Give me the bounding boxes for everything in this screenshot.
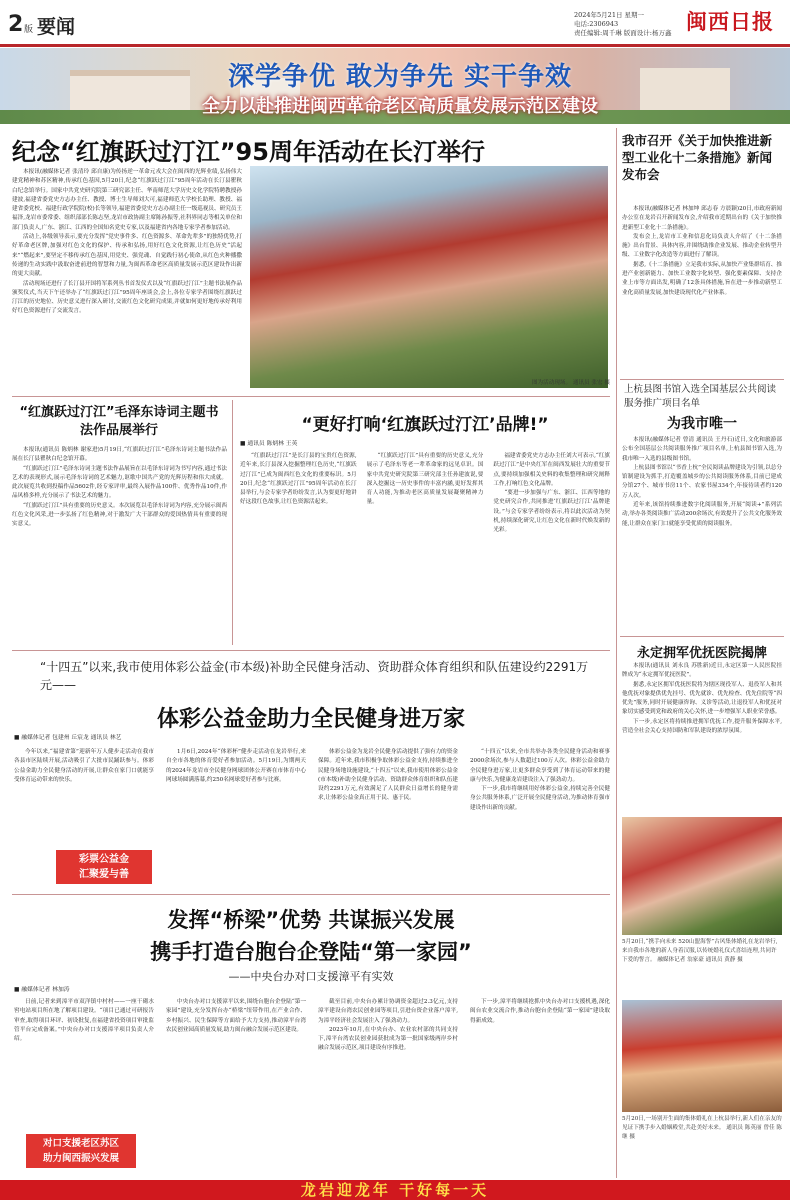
calligraphy-paragraph: “红旗跃过汀江”具有重要的历史意义。本次展览以毛泽东诗词为内容,充分展示闽西红色文化风采,进一步弘扬了红色精神,对于激发广大干部群众的爱国热情具有重要的现实意义。 [12, 502, 227, 528]
calligraphy-paragraph: “红旗跃过汀江”毛泽东诗词主题书法作品展旨在以毛泽东诗词为书写内容,通过书法艺术的表现形式,展示毛泽东诗词的艺术魅力,讴歌中国共产党的光辉历程和伟大成就。此次展览共收到投稿作品5602件,经专家评审,最终入展作品100件、优秀作品10件,作品风格多样,充分展示了书法艺术的魅力。 [12, 465, 227, 500]
divider [12, 396, 610, 397]
cross-paragraph: 2023年10月,在中央台办、农业农村部的共同支持下,漳平台湾农民创业园获批成为第一批国家级两岸乡村融合发展示范区,项目建设有序推进。 [318, 1026, 458, 1052]
sports-headline: 体彩公益金助力全民健身进万家 [156, 707, 465, 732]
sports-paragraph: “十四五”以来,全市共举办各类全民健身活动和赛事2000余场次,参与人数超过100万人次。体彩公益金助力全民健身进万家,让更多群众享受到了体育运动带来的健康与快乐,为健康龙岩建设注入了强劲动力。 [470, 749, 610, 783]
column-divider [616, 128, 617, 1178]
commentary-article [240, 452, 610, 644]
wedding-photo-2 [622, 1000, 782, 1112]
lead-photo [250, 166, 608, 388]
wedding-photo-1 [622, 817, 782, 935]
lead-paragraph: 活动上,各级领导表示,要充分发挥“党史事件多、红色资源多、革命先辈多”的独特优势,打好革命老区牌,加强对红色文化的保护、传承和弘扬,用好红色文化资源,让红色历史“活起来”“燃起来”,要坚定不移传承红色基因,用党史、强党魂、自觉践行初心使命,从红色火种播撒传递的生动实践中汲取奋进前进的智慧和力量,为闽西革命老区高质量发展示范区建设作出新的更大贡献。 [12, 234, 242, 278]
sports-paragraph: 今年以来,“福建省第”迎新年万人健步走活动在我市各县市区陆续开展,活动吸引了大批市民踊跃参与。体彩公益金助力全民健身活动的开展,让群众在家门口就能享受体育运动带来的快乐。 [14, 749, 154, 783]
hospital-article [622, 662, 782, 814]
library-kicker: 上杭县图书馆入选全国基层公共阅读服务推广项目名单 [624, 384, 777, 409]
sports-byline: ■ 融媒体记者 包建州 丘宸龙 通讯员 林艺 [14, 735, 122, 741]
divider [620, 379, 784, 380]
lead-paragraph: 活动现场还进行了长汀县开国将军系列丛书首发仪式以及“红旗跃过汀江”主题书法展作品颁奖仪式,当天下午还举办了“红旗跃过汀江”95周年座谈会,会上,各位专家学者围绕红旗跃过汀江的历史地位、历史意义进行深入研讨,交流红色文化研究成果,并就如何更好地传承好利用好红色资源进行了交流发言。 [12, 280, 242, 315]
calligraphy-headline: “红旗跃过汀江”毛泽东诗词主题书法作品展举行 [19, 405, 219, 438]
library-paragraph: 上杭县图书馆以“书香上杭”全民阅读品牌建设为引领,以总分馆制建设为抓手,打造覆盖城乡的公共阅读服务体系,目前已建成分馆27个、城市书房11个、农家书屋334个,年接待读者约120万人次。 [622, 464, 782, 499]
banner-slogan-1: 深学争优 敢为争先 实干争效 [227, 62, 573, 92]
lead-headline: 纪念“红旗跃过汀江”95周年活动在长汀举行 [12, 138, 485, 166]
cross-byline: ■ 融媒体记者 林加涛 [14, 987, 70, 993]
phone: 电话:2306943 [574, 20, 619, 28]
footer-slogan: 龙岩迎龙年 干好每一天 [300, 1181, 490, 1199]
right-top-article [622, 205, 782, 377]
cross-box-line: 助力闽西振兴发展 [42, 1153, 119, 1164]
cross-box-line: 对口支援老区苏区 [42, 1138, 119, 1149]
cross-headline-1: 发挥“桥梁”优势 共谋振兴发展 [167, 908, 455, 932]
sports-box-line: 彩票公益金 [79, 854, 129, 865]
page-number: 2 [8, 12, 24, 37]
hospital-paragraph: 本报讯(通讯员 刘永良 苏胜新)近日,永定区第一人民医院挂牌成为“永定拥军优抚医院”。 [622, 663, 782, 679]
commentary-paragraph: 福建省委党史方志办主任刘大可表示,“红旗跃过汀江”是中央红军在闽西发展壮大的重要节点,要持续加强相关史料的收集整理和研究阐释工作,打响红色文化品牌。 [493, 453, 610, 487]
page-tag: 版 [24, 25, 34, 35]
right-top-paragraph: 据悉,《十二条措施》立足我市实际,从加快产业集群培育、推进产业创新能力、加快工业数字化转型、强化要素保障、支持企业上市等方面出发,明确了12条具体措施,旨在进一步推动新型工业化高质量发展,加快建设现代化产业体系。 [622, 261, 782, 296]
masthead-rule [0, 44, 790, 47]
section-name: 要闻 [37, 16, 76, 38]
library-headline: 为我市唯一 [667, 416, 737, 432]
footer-banner [0, 1180, 790, 1200]
staff: 责任编辑:周千琳 版面设计:杨万鑫 [574, 29, 672, 37]
commentary-byline: ■ 通讯员 陈炳林 王英 [240, 441, 298, 447]
banner [0, 48, 790, 124]
wedding-photo-1-caption: 5月20日,“携手向未来 520山盟海誓”古风集体婚礼在龙岩举行,来自我市各地的新人身着汉服,以传统婚礼仪式喜结连理,共同许下爱的誓言。 融媒体记者 翁家豪 通讯员 黄静 摄 [622, 939, 778, 963]
right-top-paragraph: 本报讯(融媒体记者 林加坤 邱志春 方晨颖)20日,市政府新闻办公室在龙岩召开新闻发布会,介绍我市近期出台的《关于加快推进新型工业化十二条措施》。 [622, 206, 782, 231]
cross-paragraph: 日前,记者来到漳平市双洋镇中村村——一座干砌水窖电站项目所在地了解项目建设。“项目已通过可研报告审查,取得项目环评、初设批复,在福建省投资项目审批监管平台完成备案。”中央台办对口支援漳平项目负责人介绍。 [14, 999, 154, 1043]
divider [232, 400, 233, 645]
cross-box [26, 1134, 136, 1168]
banner-slogan-2: 全力以赴推进闽西革命老区高质量发展示范区建设 [202, 96, 598, 117]
commentary-headline: “更好打响‘红旗跃过汀江’品牌!” [301, 415, 549, 435]
commentary-paragraph: “要进一步加强与广东、浙江、江西等地的党史研究合作,共同推进‘红旗跃过汀江’品牌建设。”与会专家学者纷纷表示,将以此次活动为契机,持续深化研究,让红色文化在新时代焕发新的光彩。 [493, 490, 610, 534]
right-top-headline: 我市召开《关于加快推进新型工业化十二条措施》新闻发布会 [622, 133, 773, 182]
cross-paragraph: 截至目前,中央台办累计协调资金超过2.3亿元,支持漳平建设台湾农民创业园等项目,引进台资企业落户漳平,为漳平经济社会发展注入了强劲动力。 [318, 999, 458, 1024]
library-paragraph: 近年来,该馆持续推进数字化阅读服务,开展“阅读+”系列活动,举办各类阅读推广活动200余场次,有效提升了公共文化服务效能,让群众在家门口就能享受优质的阅读服务。 [622, 502, 782, 527]
cross-deck: ——中央台办对口支援漳平有实效 [228, 970, 394, 983]
hospital-paragraph: 据悉,永定区拥军优抚医院将为辖区现役军人、退役军人和其他优抚对象提供优先挂号、优先就诊、优先检查、优先住院等“四优先”服务,同时开展健康咨询、义诊等活动,让退役军人和优抚对象切实感受到党和政府的关心关怀,进一步增强军人职业荣誉感。 [622, 681, 782, 716]
sports-paragraph: 下一步,我市将继续用好体彩公益金,持续完善全民健身公共服务体系,广泛开展全民健身活动,为推动体育强市建设作出新的贡献。 [470, 786, 610, 811]
divider [620, 636, 784, 637]
sports-box-line: 汇聚爱与善 [79, 869, 129, 880]
hospital-headline: 永定拥军优抚医院揭牌 [636, 646, 767, 661]
library-article [622, 436, 782, 632]
divider [12, 894, 610, 895]
issue-date: 2024年5月21日 星期一 [574, 11, 645, 19]
divider [12, 650, 610, 651]
sports-box [56, 850, 152, 884]
sports-paragraph: 1月6日,2024年“体彩杯”健步走活动在龙岩举行,来自全市各地的体育爱好者参加活动。5月19日,为期两天的2024年龙岩市全民健身网球团体公开赛在市体育中心网球场圆满落幕,约250名网球爱好者参与比赛。 [166, 749, 306, 783]
lead-article [12, 168, 242, 393]
wedding-photo-2-caption: 5月20日,一场别开生面的集体婚礼在上杭县举行,新人们在亲友的见证下携手步入婚姻殿堂,共赴美好未来。 通讯员 陈英丽 曾佳 陈继 摄 [622, 1116, 782, 1140]
commentary-paragraph: “红旗跃过汀江”具有重要的历史意义,充分展示了毛泽东等老一辈革命家的远见卓识。国家中共党史研究院第三研究部主任孙建波说,要深入挖掘这一历史事件的丰富内涵,更好发挥其育人功能,为推动老区高质量发展凝聚精神力量。 [366, 453, 484, 506]
calligraphy-paragraph: 本报讯(通讯员 陈炳林 谢家进)5月19日,“红旗跃过汀江”毛泽东诗词主题书法作品展在长汀县瞿秋白纪念馆开幕。 [12, 447, 227, 463]
lead-photo-caption: 图为活动现场。 通讯员 张宏 摄 [531, 380, 610, 386]
lead-paragraph: 本报讯(融媒体记者 张清玲 邱自康)为传扬逆一革命元戎大会在闽西的光辉业绩,弘扬伟大建党精神和苏区精神,传承红色基因,5月20日,纪念“红旗跃过汀江”95周年活动在长汀县瞿秋白纪念馆举行。国家中共党史研究院第三研究部主任、华南师范大学历史文化学院特聘教授孙建波,福建省委党史方志办主任、教授、博士生导师刘大可,福建师范大学校长助理、教授、福建省委党校、福建行政学院院(校)长等领导,福建省委党史方志办副主任一级巡视员、研究员王福泽,龙岩市委常委、组织部部长陈志坚,龙岩市政协副主席陈孙振等,社科界同志等相关单位和部门负责人,广东、浙江、江西的全国知名党史专家,以及福建省内各地专家学者参加活动。 [12, 169, 242, 231]
cross-paragraph: 中央台办对口支援漳平以来,围绕台胞台企登陆“第一家园”建设,充分发挥台办“桥梁”纽带作用,在产业合作、乡村振兴、民生保障等方面给予大力支持,推动漳平台湾农民创业园高质量发展,助力闽台融合发展示范区建设。 [166, 999, 306, 1033]
right-top-paragraph: 发布会上,龙岩市工业和信息化局负责人介绍了《十二条措施》出台背景、具体内容,并围绕助推企业发展、推动企业转型升级、工业数字化改造等方面进行了解读。 [622, 233, 782, 259]
calligraphy-article [12, 446, 227, 646]
cross-paragraph: 下一步,漳平将继续抢抓中央台办对口支援机遇,深化闽台农业交流合作,推动台胞台企登陆“第一家园”建设取得新成效。 [470, 999, 610, 1024]
masthead [0, 0, 790, 48]
sports-paragraph: 体彩公益金为龙岩全民健身活动提供了强有力的资金保障。近年来,我市积极争取体彩公益金支持,持续推进全民健身场地设施建设,“十四五”以来,我市使用体彩公益金(市本级)补助全民健身活动、资助群众体育组织和队伍建设约2291万元,有效满足了人民群众日益增长的健身需求,让体彩公益金真正用于民、惠于民。 [318, 749, 458, 802]
library-paragraph: 本报讯(融媒体记者 曾清 通讯员 王丹石)近日,文化和旅游部公布全国基层公共阅读服务推广项目名单,上杭县图书馆入选,为我市唯一入选的县级图书馆。 [622, 437, 782, 462]
cross-headline-2: 携手打造台胞台企登陆“第一家园” [150, 940, 472, 964]
newspaper-logo: 闽西日报 [686, 9, 774, 34]
hospital-paragraph: 下一步,永定区将持续推进拥军优抚工作,提升服务保障水平,营造全社会关心支持国防和军队建设的浓厚氛围。 [622, 718, 782, 735]
sports-deck: “十四五”以来,我市使用体彩公益金(市本级)补助全民健身活动、资助群众体育组织和队伍建设约2291万元—— [40, 660, 589, 692]
commentary-paragraph: “红旗跃过汀江”是长汀县的宝贵红色资源,近年来,长汀县深入挖掘整理红色历史,“红旗跃过汀江”已成为闽西红色文化的重要标识。5月20日,纪念“红旗跃过汀江”95周年活动在长汀县举行,与会专家学者纷纷发言,认为要更好地讲好这段红色故事,让红色资源活起来。 [240, 453, 357, 506]
